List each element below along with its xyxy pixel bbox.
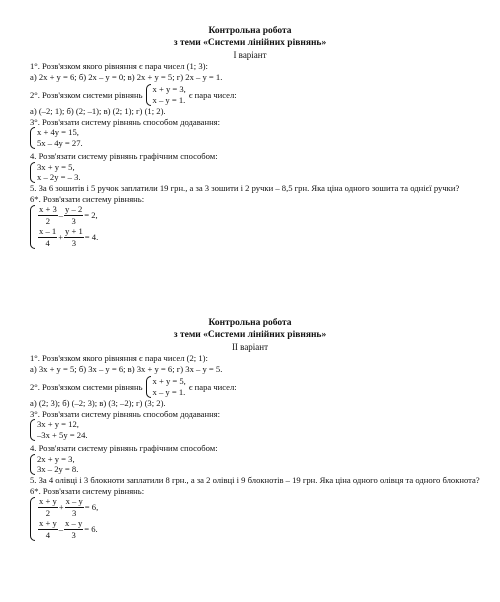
task-3-text: 3°. Розв'язати систему рівнянь способом додавання: [30, 408, 221, 419]
task-6-system [30, 205, 480, 249]
numerator: x – 1 [39, 226, 57, 237]
task-1-text: 1°. Розв'язком якого рівняння є пара чисел (2; 1): [30, 353, 208, 363]
task-5-text: 5. За 6 зошитів і 5 ручок заплатили 19 грн., а за 3 зошити і 2 ручки – 8,5 грн. Яка ціна одного зошита та однієї ручки? [30, 183, 460, 194]
equation: x – 2y = – 3. [37, 172, 81, 183]
task-1-text: 1°. Розв'язком якого рівняння є пара чисел (1; 3): [30, 61, 208, 71]
equation-system [146, 84, 186, 105]
variant-2 [0, 318, 500, 541]
task-6-system [30, 497, 480, 541]
task-3-text: 3°. Розв'язати систему рівнянь способом додавання: [30, 116, 221, 127]
task-4-text: 4. Розв'язати систему рівнянь графічним способом: [30, 442, 218, 453]
brace-icon [30, 419, 35, 440]
equation-system [30, 497, 98, 541]
task-5-text: 5. За 4 олівці і 3 блокноти заплатили 8 грн., а за 2 олівці і 9 блокнотів – 19 грн. Яка ціна одного олівця та одного блокнота? [30, 475, 480, 486]
brace-icon [146, 376, 151, 397]
equation: x + y = 3, [152, 84, 186, 95]
denominator: 4 [45, 530, 51, 541]
equation: 2x + y = 3, [37, 453, 75, 464]
fraction-equation [37, 497, 98, 519]
task-1-options: а) 3x + y = 5; б) 3x – y = 6; в) 3x + y = 6; г) 3x – y = 5. [30, 363, 223, 374]
doc-subtitle: з теми «Системи лінійних рівнянь» [173, 329, 327, 340]
rhs: = 4. [84, 232, 99, 243]
tasks [0, 61, 500, 249]
numerator: y – 2 [65, 204, 83, 215]
fraction-equation [37, 205, 98, 227]
equation: 3x + y = 5, [37, 161, 75, 172]
denominator: 3 [71, 530, 76, 541]
variant-1 [0, 26, 500, 249]
rhs: = 2, [84, 210, 98, 221]
equation: x – y = 1. [152, 95, 186, 106]
equation-system [146, 376, 186, 397]
equation-system [30, 205, 98, 249]
variant-header [0, 26, 500, 61]
equation-system [30, 127, 83, 148]
task-2 [30, 84, 480, 105]
equation-system [30, 454, 78, 475]
task-6-text: 6*. Розв'язати систему рівнянь: [30, 193, 145, 204]
variant-header [0, 318, 500, 353]
equation-system [30, 162, 81, 183]
numerator: x + y [39, 518, 57, 529]
task-3-system [30, 127, 480, 148]
numerator: x + 3 [39, 204, 57, 215]
task-2-options: а) (2; 3); б) (–2; 3); в) (3; –2); г) (3; 2). [30, 397, 166, 408]
doc-title: Контрольна робота [208, 318, 292, 328]
equation: –3x + 5y = 24. [37, 430, 88, 441]
brace-icon [30, 497, 35, 541]
denominator: 3 [71, 238, 77, 249]
task-3-system [30, 419, 480, 440]
denominator: 3 [71, 216, 76, 227]
tasks [0, 353, 500, 541]
numerator: x – y [65, 496, 83, 507]
task-2 [30, 376, 480, 397]
task-4-text: 4. Розв'язати систему рівнянь графічним способом: [30, 150, 218, 161]
equation: 3x – 2y = 8. [37, 464, 79, 475]
task-2-suffix: є пара чисел: [188, 89, 237, 100]
operator: – [58, 210, 64, 221]
task-2-prefix: 2°. Розв'язком системи рівнянь [30, 89, 143, 100]
task-1-options: а) 2x + y = 6; б) 2x – y = 0; в) 2x + y = 5; г) 2x – y = 1. [30, 71, 223, 82]
denominator: 2 [45, 216, 51, 227]
equation: 5x – 4y = 27. [37, 138, 83, 149]
task-2-suffix: є пара чисел: [188, 381, 237, 392]
variant-label: ІІ варіант [231, 341, 269, 352]
doc-subtitle: з теми «Системи лінійних рівнянь» [173, 37, 327, 48]
fraction-equation [37, 227, 98, 249]
rhs: = 6. [84, 524, 98, 535]
equation-system [30, 419, 88, 440]
doc-title: Контрольна робота [208, 26, 292, 36]
brace-icon [146, 84, 151, 105]
fraction-equation [37, 519, 98, 541]
task-4-system [30, 162, 480, 183]
operator: + [58, 502, 64, 513]
denominator: 4 [45, 238, 50, 249]
denominator: 3 [72, 508, 77, 519]
operator: – [58, 524, 64, 535]
rhs: = 6, [84, 502, 99, 513]
operator: + [58, 232, 64, 243]
brace-icon [30, 454, 35, 475]
brace-icon [30, 205, 35, 249]
equation: x + 4y = 15, [37, 127, 79, 138]
equation: x – y = 1. [152, 387, 186, 398]
numerator: x – y [65, 518, 83, 529]
task-2-prefix: 2°. Розв'язком системи рівнянь [30, 381, 143, 392]
equation: 3x + y = 12, [37, 419, 79, 430]
numerator: x + y [39, 496, 57, 507]
task-2-options: а) (–2; 1); б) (2; –1); в) (2; 1); г) (1; 2). [30, 105, 166, 116]
denominator: 2 [45, 508, 51, 519]
task-6-text: 6*. Розв'язати систему рівнянь: [30, 485, 145, 496]
numerator: y + 1 [65, 226, 83, 237]
task-4-system [30, 454, 480, 475]
equation: x + y = 5, [152, 376, 186, 387]
brace-icon [30, 127, 35, 148]
variant-label: І варіант [233, 49, 267, 60]
brace-icon [30, 162, 35, 183]
